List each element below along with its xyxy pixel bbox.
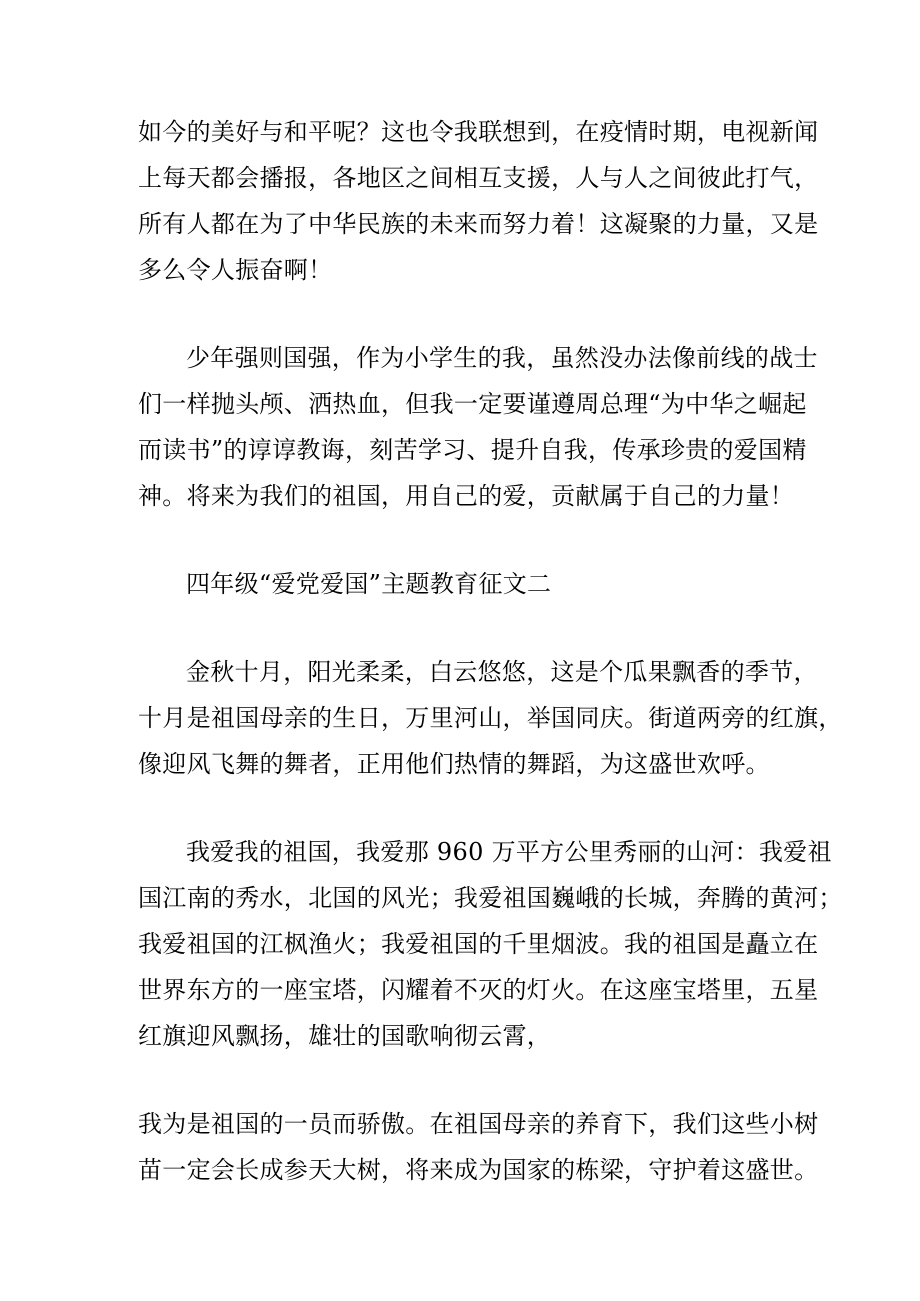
paragraph-1-line-4: 多么令人振奋啊！ — [138, 256, 333, 284]
paragraph-5-line-2: 苗一定会长成参天大树，将来成为国家的栋梁，守护着这盛世。 — [138, 1156, 819, 1184]
paragraph-2-line-3: 而读书”的谆谆教诲，刻苦学习、提升自我，传承珍贵的爱国精 — [138, 436, 807, 464]
paragraph-4-line-3: 我爱祖国的江枫渔火；我爱祖国的千里烟波。我的祖国是矗立在 — [138, 930, 819, 958]
paragraph-4-line-2: 国江南的秀水，北国的风光；我爱祖国巍峨的长城，奔腾的黄河； — [138, 884, 843, 912]
paragraph-1-line-1: 如今的美好与和平呢？这也令我联想到，在疫情时期，电视新闻 — [138, 118, 819, 146]
paragraph-4-line-5: 红旗迎风飘扬，雄壮的国歌响彻云霄， — [138, 1022, 552, 1050]
section-heading: 四年级“爱党爱国”主题教育征文二 — [186, 570, 552, 598]
paragraph-3-line-2: 十月是祖国母亲的生日，万里河山，举国同庆。街道两旁的红旗， — [138, 704, 843, 732]
paragraph-4-line-1: 我爱我的祖国，我爱那 960 万平方公里秀丽的山河：我爱祖 — [186, 838, 832, 866]
paragraph-2-line-1: 少年强则国强，作为小学生的我，虽然没办法像前线的战士 — [186, 344, 818, 372]
paragraph-4-line-4: 世界东方的一座宝塔，闪耀着不灭的灯火。在这座宝塔里，五星 — [138, 976, 819, 1004]
paragraph-2-line-4: 神。将来为我们的祖国，用自己的爱，贡献属于自己的力量！ — [138, 482, 795, 510]
paragraph-1-line-2: 上每天都会播报，各地区之间相互支援，人与人之间彼此打气， — [138, 164, 819, 192]
paragraph-3-line-1: 金秋十月，阳光柔柔，白云悠悠，这是个瓜果飘香的季节， — [186, 658, 818, 686]
paragraph-2-line-2: 们一样抛头颅、洒热血，但我一定要谨遵周总理“为中华之崛起 — [138, 390, 807, 418]
paragraph-3-line-3: 像迎风飞舞的舞者，正用他们热情的舞蹈，为这盛世欢呼。 — [138, 750, 770, 778]
paragraph-5-line-1: 我为是祖国的一员而骄傲。在祖国母亲的养育下，我们这些小树 — [138, 1110, 819, 1138]
paragraph-1-line-3: 所有人都在为了中华民族的未来而努力着！这凝聚的力量，又是 — [138, 210, 819, 238]
